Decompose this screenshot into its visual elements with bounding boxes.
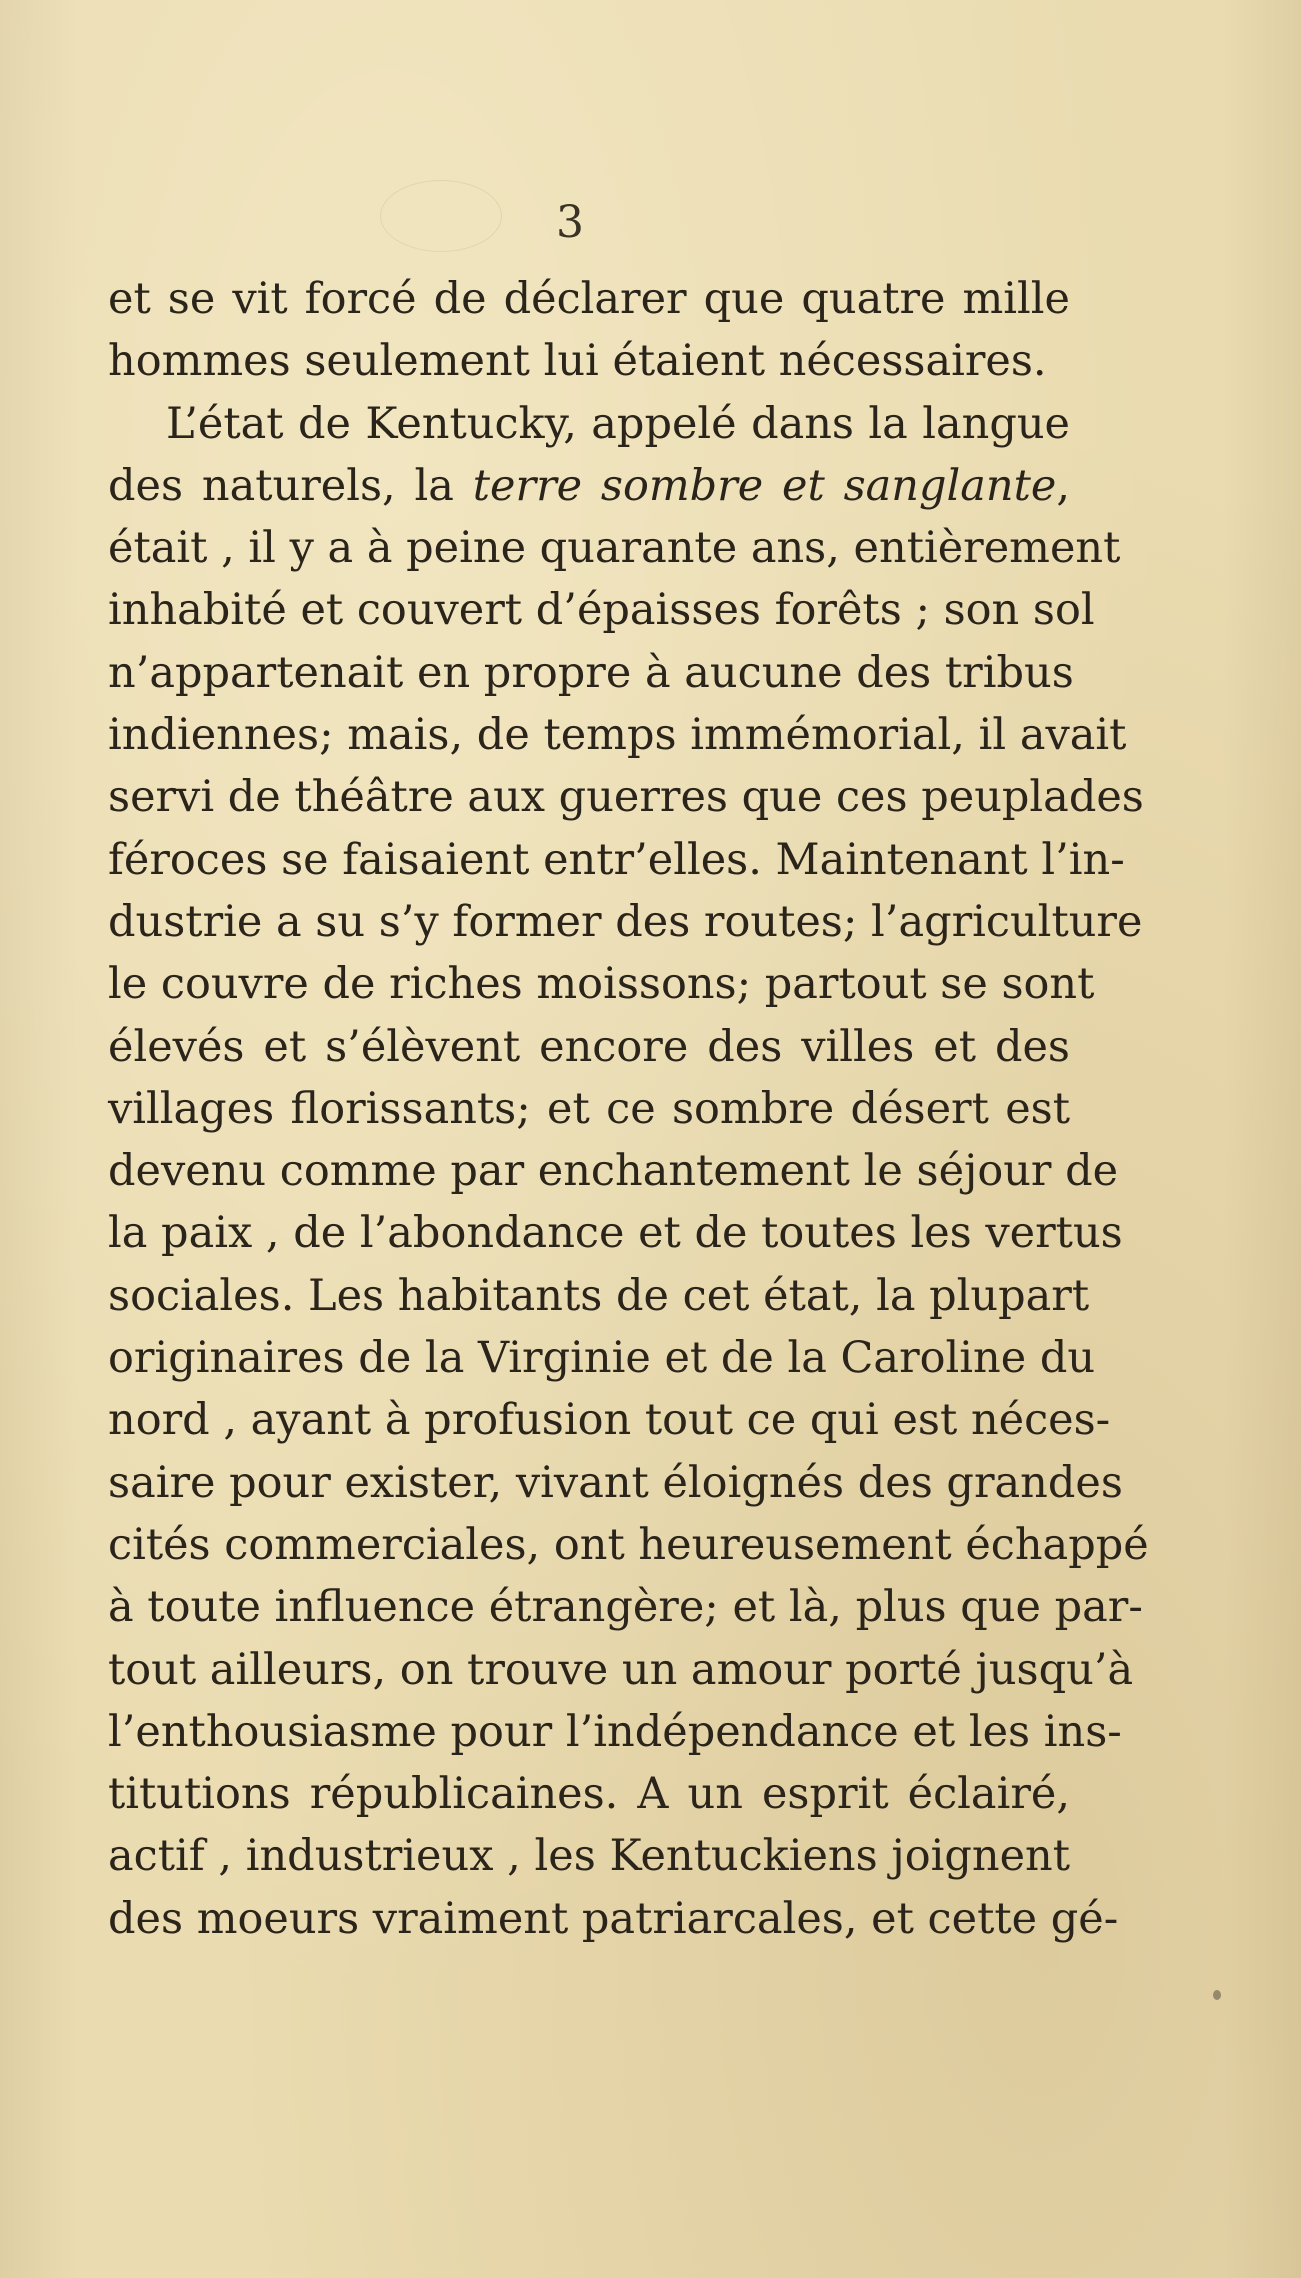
text-line-with-italic — [108, 455, 1070, 517]
text-line: inhabité et couvert d’épaisses forêts ; son sol — [108, 585, 1095, 636]
text-line: devenu comme par enchantement le séjour de — [108, 1146, 1119, 1197]
text-line: dustrie a su s’y former des routes; l’agriculture — [108, 896, 1143, 947]
text-line: élevés et s’élèvent encore des villes et des — [108, 1021, 1070, 1072]
text-line: villages florissants; et ce sombre désert est — [108, 1083, 1070, 1134]
text-line: indiennes; mais, de temps immémorial, il avait — [108, 710, 1127, 761]
text-line: nord , ayant à profusion tout ce qui est néces- — [108, 1395, 1111, 1446]
text-line: cités commerciales, ont heureusement échappé — [108, 1519, 1149, 1570]
text-line: hommes seulement lui étaient nécessaires. — [108, 336, 1047, 387]
text-line: n’appartenait en propre à aucune des tribus — [108, 647, 1074, 698]
text-line: servi de théâtre aux guerres que ces peuplades — [108, 772, 1144, 823]
page-number: 3 — [556, 197, 584, 248]
text-line: L’état de Kentucky, appelé dans la langue — [166, 398, 1070, 449]
text-line: originaires de la Virginie et de la Caroline du — [108, 1333, 1096, 1384]
text-line: titutions républicaines. A un esprit éclairé, — [108, 1769, 1070, 1820]
text-line: saire pour exister, vivant éloignés des grandes — [108, 1457, 1123, 1508]
text-line: sociales. Les habitants de cet état, la plupart — [108, 1270, 1090, 1321]
text-line: la paix , de l’abondance et de toutes les vertus — [108, 1208, 1123, 1259]
text-segment: des naturels, la — [108, 460, 454, 511]
text-line: féroces se faisaient entr’elles. Maintenant l’in- — [108, 834, 1125, 885]
text-line: et se vit forcé de déclarer que quatre mille — [108, 274, 1070, 324]
text-segment: , — [1056, 460, 1070, 511]
italic-phrase: terre sombre et sanglante — [472, 460, 1057, 511]
text-line: tout ailleurs, on trouve un amour porté jusqu’à — [108, 1644, 1134, 1695]
text-line: le couvre de riches moissons; partout se sont — [108, 959, 1095, 1010]
text-line: l’enthousiasme pour l’indépendance et les ins- — [108, 1706, 1122, 1757]
text-line: à toute influence étrangère; et là, plus que par- — [108, 1582, 1143, 1633]
text-line: des moeurs vraiment patriarcales, et cette gé- — [108, 1893, 1119, 1944]
text-line: était , il y a à peine quarante ans, entièrement — [108, 523, 1121, 574]
ink-speck — [1213, 1990, 1221, 2000]
text-line: actif , industrieux , les Kentuckiens joignent — [108, 1831, 1070, 1882]
body-paragraph — [108, 268, 1149, 1950]
